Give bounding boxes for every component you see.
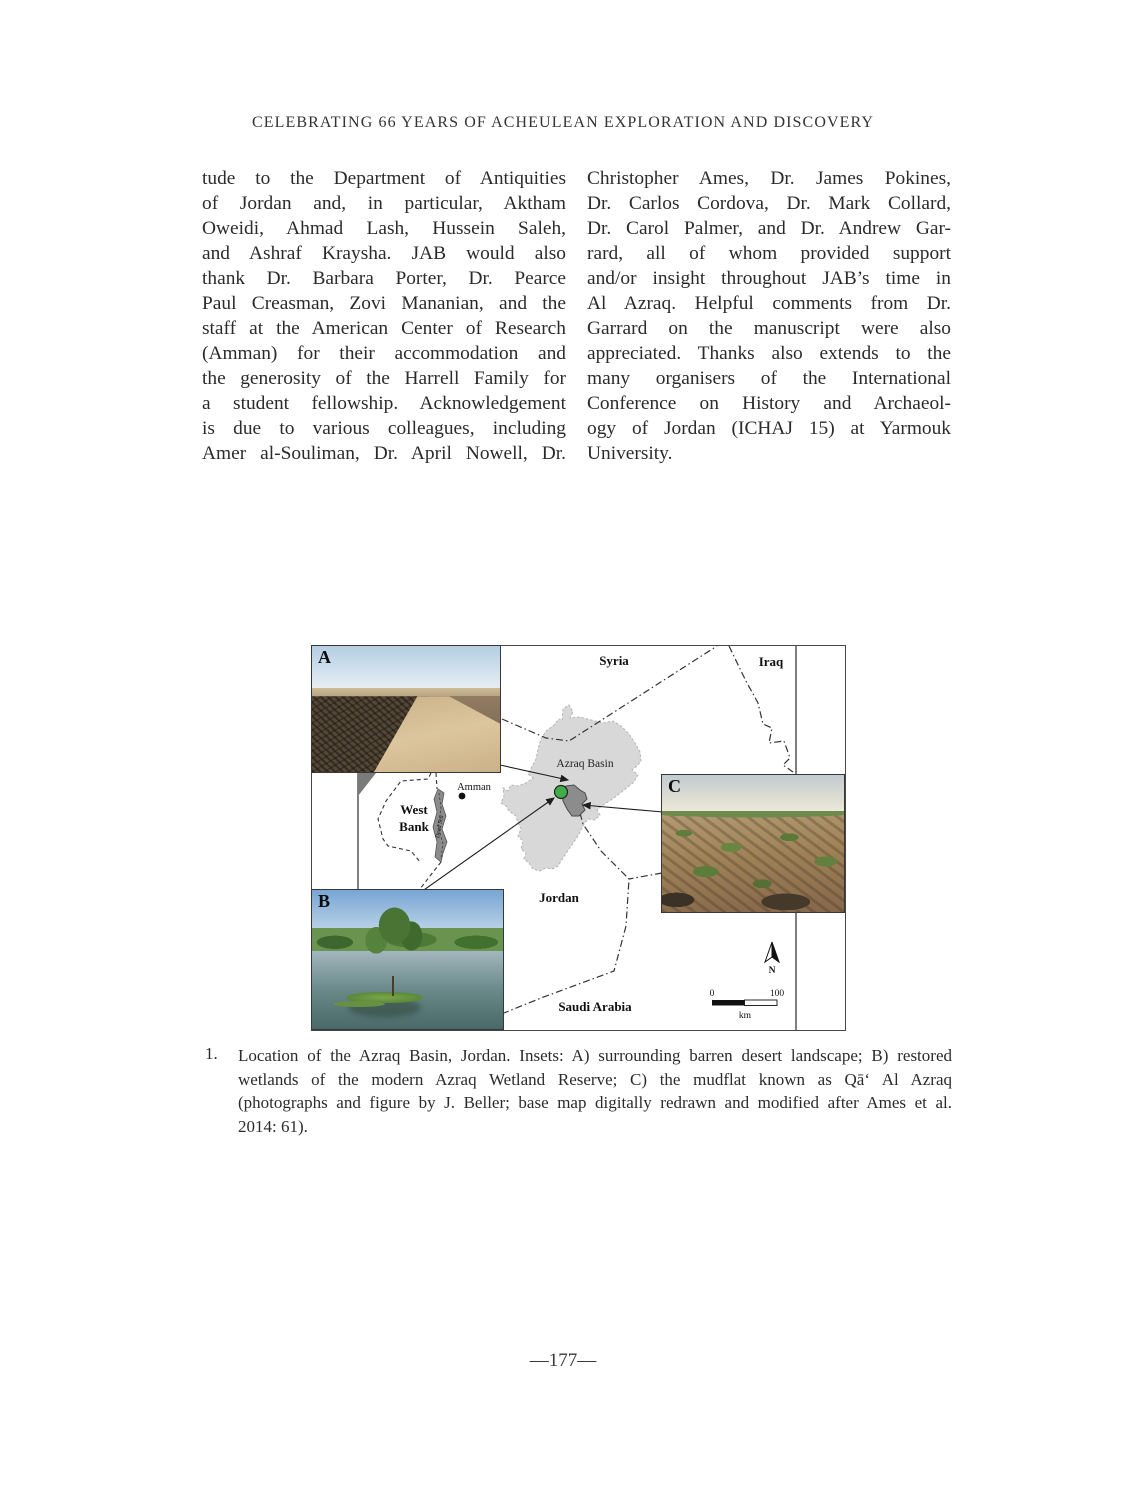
- scale-start: 0: [709, 989, 715, 999]
- page-number: —177—: [529, 1350, 597, 1371]
- text-line: a student fellowship. Acknowledgement: [202, 393, 566, 414]
- text-line: Al Azraq. Helpful comments from Dr.: [587, 293, 951, 314]
- map-label-jordan: Jordan: [539, 890, 579, 905]
- text-line: Garrard on the manuscript were also: [587, 318, 951, 339]
- text-line: University.: [587, 443, 673, 464]
- scale-unit: km: [738, 1011, 752, 1021]
- text-line: Christopher Ames, Dr. James Pokines,: [587, 168, 951, 189]
- inset-photo-b: [311, 889, 504, 1030]
- text-line: many organisers of the International: [587, 368, 951, 389]
- text-line: appreciated. Thanks also extends to the: [587, 343, 951, 364]
- caption-number: 1.: [205, 1044, 218, 1063]
- text-line: of Jordan and, in particular, Aktham: [202, 193, 566, 214]
- scale-end: 100: [769, 989, 785, 999]
- amman-city-dot: [459, 793, 466, 800]
- text-line: rard, all of whom provided support: [587, 243, 951, 264]
- map-label-saudi-arabia: Saudi Arabia: [558, 999, 632, 1014]
- north-label: N: [768, 966, 776, 976]
- text-line: thank Dr. Barbara Porter, Dr. Pearce: [202, 268, 566, 289]
- inset-label-b: B: [318, 891, 331, 911]
- text-line: ogy of Jordan (ICHAJ 15) at Yarmouk: [587, 418, 951, 439]
- location-marker: [555, 786, 568, 799]
- photo-tree: [362, 898, 427, 970]
- body-column-left: [202, 166, 566, 466]
- text-line: and/or insight throughout JAB’s time in: [587, 268, 951, 289]
- caption-line: (photographs and figure by J. Beller; base map digitally redrawn and modified after Ames et al.: [238, 1093, 952, 1112]
- caption-line: wetlands of the modern Azraq Wetland Reserve; C) the mudflat known as Qāʻ Al Azraq: [238, 1069, 952, 1089]
- text-line: and Ashraf Kraysha. JAB would also: [202, 243, 566, 264]
- photo-sky: [662, 775, 844, 811]
- text-line: (Amman) for their accommodation and: [202, 343, 566, 364]
- body-column-right: [587, 166, 951, 466]
- running-header: CELEBRATING 66 YEARS OF ACHEULEAN EXPLORATION AND DISCOVERY: [251, 114, 875, 131]
- saudi-border-segment: [629, 873, 662, 879]
- inset-photo-a: [311, 645, 501, 773]
- inset-photo-c: [661, 774, 845, 913]
- map-label-iraq: Iraq: [758, 654, 784, 669]
- text-line: staff at the American Center of Research: [202, 318, 566, 339]
- text-line: Oweidi, Ahmad Lash, Hussein Saleh,: [202, 218, 566, 239]
- figure-location-map: [311, 645, 846, 1031]
- photo-tree-trunk: [392, 976, 394, 996]
- inset-label-c: C: [668, 776, 681, 796]
- map-label-west-bank-1: West: [400, 802, 428, 817]
- text-line: is due to various colleagues, including: [202, 418, 566, 439]
- map-label-west-bank-2: Bank: [399, 819, 429, 834]
- jordan-river-line: [436, 773, 437, 789]
- north-arrow-icon: [765, 942, 779, 962]
- text-line: Conference on History and Archaeol-: [587, 393, 951, 414]
- inset-label-a: A: [318, 647, 331, 667]
- map-label-azraq-basin: Azraq Basin: [556, 758, 614, 770]
- caption-line: Location of the Azraq Basin, Jordan. Insets: A) surrounding barren desert landscape; B) restored: [238, 1046, 952, 1065]
- galilee-shading: [358, 773, 376, 796]
- text-line: Amer al-Souliman, Dr. April Nowell, Dr.: [202, 443, 566, 464]
- text-line: Dr. Carlos Cordova, Dr. Mark Collard,: [587, 193, 951, 214]
- west-bank-outline: [378, 773, 431, 863]
- figure-caption: [238, 1044, 952, 1138]
- map-label-amman: Amman: [457, 782, 491, 793]
- map-label-dead-sea: Dead Sea: [435, 814, 445, 839]
- map-label-syria: Syria: [599, 653, 629, 668]
- text-line: tude to the Department of Antiquities: [202, 168, 566, 189]
- caption-line: 2014: 61).: [238, 1116, 308, 1136]
- photo-mudflat: [662, 811, 844, 912]
- text-line: Paul Creasman, Zovi Mananian, and the: [202, 293, 566, 314]
- text-line: the generosity of the Harrell Family for: [202, 368, 566, 389]
- text-line: Dr. Carol Palmer, and Dr. Andrew Gar-: [587, 218, 951, 239]
- photo-sky: [312, 646, 500, 689]
- scale-bar: [712, 1000, 777, 1006]
